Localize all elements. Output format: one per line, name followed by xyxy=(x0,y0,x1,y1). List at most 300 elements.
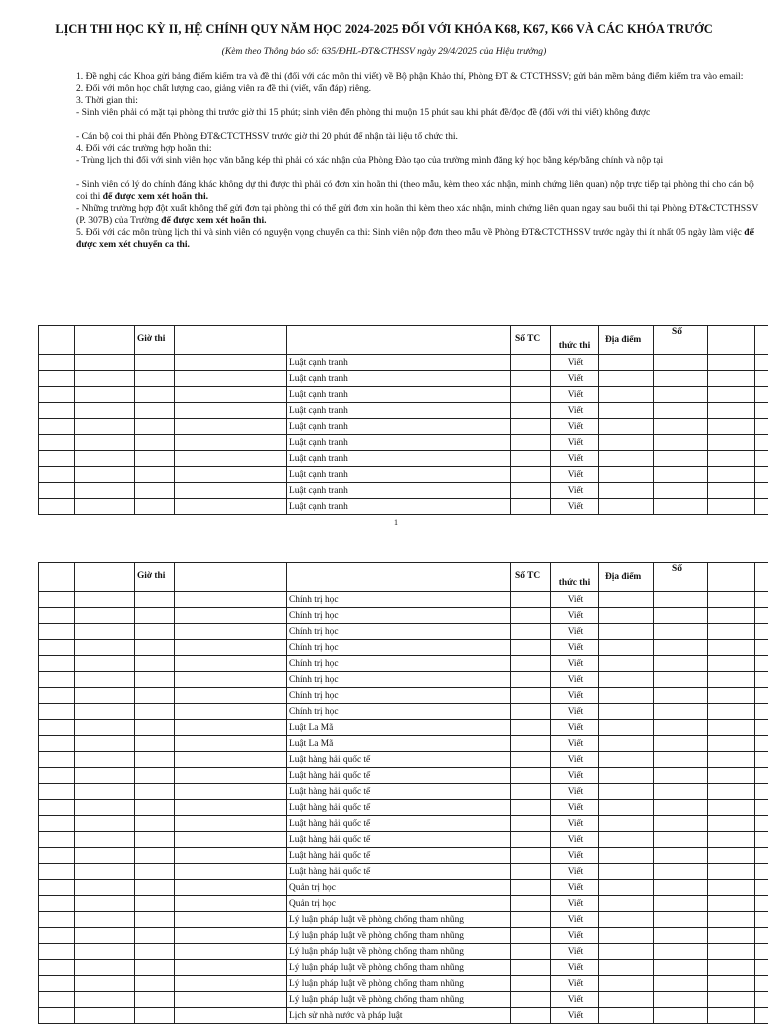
empty-cell xyxy=(654,880,708,896)
empty-cell xyxy=(39,912,75,928)
document-subtitle: (Kèm theo Thông báo số: 635/ĐHL-ĐT&CTHSSV ngày 29/4/2025 của Hiệu trưởng) xyxy=(221,46,547,57)
empty-cell xyxy=(39,483,75,499)
exam-form-cell: Viết xyxy=(551,688,599,704)
empty-cell xyxy=(511,752,551,768)
empty-cell xyxy=(654,848,708,864)
empty-cell xyxy=(599,467,654,483)
empty-cell xyxy=(75,656,135,672)
table-row xyxy=(39,483,768,499)
table-1-body xyxy=(39,326,768,515)
empty-cell xyxy=(175,640,287,656)
empty-cell xyxy=(755,944,768,960)
empty-cell xyxy=(654,960,708,976)
empty-cell xyxy=(599,752,654,768)
subject-cell: Quản trị học xyxy=(287,896,511,912)
empty-cell xyxy=(39,800,75,816)
empty-cell xyxy=(511,403,551,419)
empty-cell xyxy=(175,387,287,403)
empty-cell xyxy=(135,435,175,451)
empty-cell xyxy=(654,944,708,960)
note-2: 2. Đối với môn học chất lượng cao, giảng viên ra đề thi (viết, vấn đáp) riêng. xyxy=(76,83,372,94)
table-row xyxy=(39,768,768,784)
column-header-location: Địa điểm xyxy=(605,335,642,345)
empty-cell xyxy=(511,880,551,896)
empty-cell xyxy=(135,467,175,483)
empty-cell xyxy=(75,896,135,912)
empty-cell xyxy=(511,656,551,672)
exam-schedule-table-2 xyxy=(38,562,768,1024)
header-cell-number xyxy=(654,326,708,355)
document-title: LỊCH THI HỌC KỲ II, HỆ CHÍNH QUY NĂM HỌC 2024-2025 ĐỐI VỚI KHÓA K68, K67, K66 VÀ CÁC KHÓA TRƯỚC xyxy=(55,22,713,36)
empty-cell xyxy=(599,499,654,515)
table-row xyxy=(39,451,768,467)
header-cell-blank xyxy=(175,326,287,355)
empty-cell xyxy=(599,736,654,752)
exam-form-cell: Viết xyxy=(551,960,599,976)
empty-cell xyxy=(654,992,708,1008)
empty-cell xyxy=(135,720,175,736)
empty-cell xyxy=(175,1008,287,1024)
empty-cell xyxy=(175,592,287,608)
empty-cell xyxy=(75,467,135,483)
empty-cell xyxy=(135,624,175,640)
empty-cell xyxy=(135,371,175,387)
subject-cell: Chính trị học xyxy=(287,608,511,624)
empty-cell xyxy=(599,800,654,816)
subject-cell: Lý luận pháp luật về phòng chống tham nhũng xyxy=(287,960,511,976)
empty-cell xyxy=(135,928,175,944)
header-cell-exam-form xyxy=(551,563,599,592)
empty-cell xyxy=(75,800,135,816)
empty-cell xyxy=(708,704,755,720)
empty-cell xyxy=(135,864,175,880)
empty-cell xyxy=(599,483,654,499)
empty-cell xyxy=(39,960,75,976)
empty-cell xyxy=(175,960,287,976)
exam-form-cell: Viết xyxy=(551,467,599,483)
empty-cell xyxy=(135,752,175,768)
table-row xyxy=(39,624,768,640)
empty-cell xyxy=(654,832,708,848)
page-number: 1 xyxy=(394,518,398,527)
table-row xyxy=(39,656,768,672)
empty-cell xyxy=(511,928,551,944)
empty-cell xyxy=(75,992,135,1008)
empty-cell xyxy=(755,928,768,944)
empty-cell xyxy=(175,624,287,640)
empty-cell xyxy=(39,944,75,960)
empty-cell xyxy=(755,784,768,800)
empty-cell xyxy=(39,784,75,800)
empty-cell xyxy=(39,624,75,640)
header-cell-blank xyxy=(39,326,75,355)
empty-cell xyxy=(135,912,175,928)
table-row xyxy=(39,688,768,704)
empty-cell xyxy=(75,736,135,752)
exam-form-cell: Viết xyxy=(551,752,599,768)
empty-cell xyxy=(75,720,135,736)
empty-cell xyxy=(654,816,708,832)
empty-cell xyxy=(39,864,75,880)
empty-cell xyxy=(708,467,755,483)
empty-cell xyxy=(39,752,75,768)
empty-cell xyxy=(755,592,768,608)
empty-cell xyxy=(175,912,287,928)
empty-cell xyxy=(135,499,175,515)
exam-form-cell: Viết xyxy=(551,736,599,752)
table-row xyxy=(39,896,768,912)
subject-cell: Luật hàng hải quốc tế xyxy=(287,864,511,880)
empty-cell xyxy=(175,800,287,816)
empty-cell xyxy=(135,403,175,419)
note-5-text: 5. Đối với các môn trùng lịch thi và sinh viên có nguyện vọng chuyển ca thi: Sinh viên nộp đơn theo mẫu về Phòng ĐT&CTCTHSSV trước ngày thi ít nhất 05 ngày làm việc xyxy=(76,227,745,238)
empty-cell xyxy=(135,704,175,720)
empty-cell xyxy=(654,800,708,816)
subject-cell: Lý luận pháp luật về phòng chống tham nhũng xyxy=(287,944,511,960)
table-row xyxy=(39,592,768,608)
empty-cell xyxy=(599,371,654,387)
empty-cell xyxy=(175,467,287,483)
empty-cell xyxy=(175,656,287,672)
empty-cell xyxy=(135,896,175,912)
empty-cell xyxy=(511,499,551,515)
empty-cell xyxy=(39,768,75,784)
empty-cell xyxy=(75,672,135,688)
empty-cell xyxy=(599,672,654,688)
empty-cell xyxy=(39,736,75,752)
exam-form-cell: Viết xyxy=(551,864,599,880)
exam-form-cell: Viết xyxy=(551,624,599,640)
empty-cell xyxy=(511,864,551,880)
empty-cell xyxy=(135,387,175,403)
subject-cell: Luật cạnh tranh xyxy=(287,403,511,419)
table-row xyxy=(39,992,768,1008)
note-1: 1. Đề nghị các Khoa gửi bảng điểm kiểm tra và đề thi (đối với các môn thi viết) về Bộ phận Khảo thí, Phòng ĐT & CTCTHSSV; gửi bản mềm bảng điểm kiểm tra vào email: xyxy=(76,71,744,82)
empty-cell xyxy=(654,704,708,720)
empty-cell xyxy=(135,640,175,656)
subject-cell: Luật hàng hải quốc tế xyxy=(287,768,511,784)
note-4a: - Trùng lịch thi đối với sinh viên học văn bằng kép thì phải có xác nhận của Phòng Đào tạo của trường mình đăng ký học bằng kép/bằng chính và nộp tại xyxy=(76,155,664,166)
table-row xyxy=(39,355,768,371)
empty-cell xyxy=(511,371,551,387)
empty-cell xyxy=(511,912,551,928)
exam-form-cell: Viết xyxy=(551,704,599,720)
empty-cell xyxy=(39,1008,75,1024)
exam-form-cell: Viết xyxy=(551,672,599,688)
table-row xyxy=(39,752,768,768)
empty-cell xyxy=(708,640,755,656)
empty-cell xyxy=(511,640,551,656)
header-cell-blank xyxy=(287,563,511,592)
table-row xyxy=(39,784,768,800)
empty-cell xyxy=(708,928,755,944)
empty-cell xyxy=(175,720,287,736)
table-row xyxy=(39,387,768,403)
empty-cell xyxy=(755,435,768,451)
empty-cell xyxy=(708,387,755,403)
empty-cell xyxy=(599,816,654,832)
subject-cell: Luật cạnh tranh xyxy=(287,467,511,483)
empty-cell xyxy=(708,848,755,864)
table-row xyxy=(39,704,768,720)
empty-cell xyxy=(135,960,175,976)
subject-cell: Luật cạnh tranh xyxy=(287,483,511,499)
empty-cell xyxy=(511,592,551,608)
empty-cell xyxy=(654,736,708,752)
empty-cell xyxy=(511,736,551,752)
empty-cell xyxy=(511,768,551,784)
empty-cell xyxy=(654,656,708,672)
empty-cell xyxy=(654,928,708,944)
empty-cell xyxy=(135,355,175,371)
empty-cell xyxy=(135,483,175,499)
empty-cell xyxy=(755,816,768,832)
empty-cell xyxy=(755,752,768,768)
empty-cell xyxy=(175,499,287,515)
exam-form-cell: Viết xyxy=(551,656,599,672)
empty-cell xyxy=(755,704,768,720)
empty-cell xyxy=(599,403,654,419)
empty-cell xyxy=(175,976,287,992)
empty-cell xyxy=(175,435,287,451)
empty-cell xyxy=(599,896,654,912)
header-cell-exam-time xyxy=(135,563,175,592)
subject-cell: Chính trị học xyxy=(287,656,511,672)
subject-cell: Luật La Mã xyxy=(287,720,511,736)
empty-cell xyxy=(654,592,708,608)
empty-cell xyxy=(75,419,135,435)
empty-cell xyxy=(755,736,768,752)
empty-cell xyxy=(708,880,755,896)
header-cell-blank xyxy=(755,326,768,355)
empty-cell xyxy=(755,355,768,371)
subject-cell: Luật hàng hải quốc tế xyxy=(287,816,511,832)
empty-cell xyxy=(708,355,755,371)
column-header-number: Số xyxy=(672,564,682,574)
empty-cell xyxy=(135,608,175,624)
subject-cell: Chính trị học xyxy=(287,704,511,720)
empty-cell xyxy=(75,816,135,832)
empty-cell xyxy=(175,784,287,800)
empty-cell xyxy=(175,688,287,704)
empty-cell xyxy=(511,435,551,451)
subject-cell: Luật cạnh tranh xyxy=(287,387,511,403)
subject-cell: Luật cạnh tranh xyxy=(287,419,511,435)
table-row xyxy=(39,1008,768,1024)
note-4c-emphasis: để được xem xét hoãn thi. xyxy=(161,215,267,226)
exam-form-cell: Viết xyxy=(551,608,599,624)
exam-form-cell: Viết xyxy=(551,387,599,403)
table-row xyxy=(39,928,768,944)
header-cell-location xyxy=(599,326,654,355)
empty-cell xyxy=(39,499,75,515)
empty-cell xyxy=(755,880,768,896)
exam-form-cell: Viết xyxy=(551,419,599,435)
empty-cell xyxy=(511,944,551,960)
header-cell-blank xyxy=(287,326,511,355)
subject-cell: Lý luận pháp luật về phòng chống tham nhũng xyxy=(287,928,511,944)
exam-form-cell: Viết xyxy=(551,371,599,387)
empty-cell xyxy=(511,608,551,624)
empty-cell xyxy=(39,419,75,435)
header-cell-blank xyxy=(39,563,75,592)
empty-cell xyxy=(511,960,551,976)
table-row xyxy=(39,499,768,515)
empty-cell xyxy=(708,435,755,451)
empty-cell xyxy=(599,976,654,992)
subject-cell: Lý luận pháp luật về phòng chống tham nhũng xyxy=(287,992,511,1008)
note-4b xyxy=(76,179,760,203)
column-header-credits: Số TC xyxy=(515,334,541,344)
header-cell-blank xyxy=(75,563,135,592)
empty-cell xyxy=(75,912,135,928)
empty-cell xyxy=(135,592,175,608)
header-row xyxy=(39,563,768,592)
empty-cell xyxy=(599,1008,654,1024)
empty-cell xyxy=(511,419,551,435)
empty-cell xyxy=(511,467,551,483)
notes-section xyxy=(76,71,760,251)
header-cell-location xyxy=(599,563,654,592)
empty-cell xyxy=(599,355,654,371)
empty-cell xyxy=(708,672,755,688)
empty-cell xyxy=(135,419,175,435)
empty-cell xyxy=(39,816,75,832)
empty-cell xyxy=(511,672,551,688)
table-row xyxy=(39,419,768,435)
empty-cell xyxy=(75,752,135,768)
header-cell-blank xyxy=(75,326,135,355)
empty-cell xyxy=(708,371,755,387)
empty-cell xyxy=(75,880,135,896)
subject-cell: Lý luận pháp luật về phòng chống tham nhũng xyxy=(287,976,511,992)
empty-cell xyxy=(39,896,75,912)
empty-cell xyxy=(511,355,551,371)
empty-cell xyxy=(175,608,287,624)
table-row xyxy=(39,816,768,832)
empty-cell xyxy=(175,944,287,960)
empty-cell xyxy=(175,371,287,387)
exam-form-cell: Viết xyxy=(551,816,599,832)
empty-cell xyxy=(755,976,768,992)
empty-cell xyxy=(708,608,755,624)
empty-cell xyxy=(75,592,135,608)
empty-cell xyxy=(599,960,654,976)
empty-cell xyxy=(75,704,135,720)
exam-form-cell: Viết xyxy=(551,640,599,656)
empty-cell xyxy=(135,784,175,800)
subject-cell: Chính trị học xyxy=(287,672,511,688)
exam-form-cell: Viết xyxy=(551,944,599,960)
empty-cell xyxy=(135,800,175,816)
table-row xyxy=(39,403,768,419)
empty-cell xyxy=(755,483,768,499)
table-row xyxy=(39,435,768,451)
empty-cell xyxy=(755,656,768,672)
empty-cell xyxy=(755,864,768,880)
table-row xyxy=(39,976,768,992)
empty-cell xyxy=(755,832,768,848)
empty-cell xyxy=(755,387,768,403)
subject-cell: Luật cạnh tranh xyxy=(287,435,511,451)
empty-cell xyxy=(135,672,175,688)
empty-cell xyxy=(511,784,551,800)
subject-cell: Lịch sử nhà nước và pháp luật xyxy=(287,1008,511,1024)
empty-cell xyxy=(708,768,755,784)
exam-form-cell: Viết xyxy=(551,800,599,816)
empty-cell xyxy=(39,928,75,944)
empty-cell xyxy=(175,816,287,832)
empty-cell xyxy=(708,720,755,736)
empty-cell xyxy=(654,1008,708,1024)
empty-cell xyxy=(654,672,708,688)
empty-cell xyxy=(39,435,75,451)
empty-cell xyxy=(39,720,75,736)
empty-cell xyxy=(708,451,755,467)
empty-cell xyxy=(755,624,768,640)
empty-cell xyxy=(135,944,175,960)
empty-cell xyxy=(755,467,768,483)
exam-form-cell: Viết xyxy=(551,848,599,864)
empty-cell xyxy=(175,880,287,896)
empty-cell xyxy=(708,736,755,752)
empty-cell xyxy=(39,848,75,864)
empty-cell xyxy=(75,768,135,784)
empty-cell xyxy=(175,864,287,880)
empty-cell xyxy=(175,483,287,499)
empty-cell xyxy=(654,720,708,736)
subject-cell: Luật cạnh tranh xyxy=(287,371,511,387)
empty-cell xyxy=(654,640,708,656)
empty-cell xyxy=(75,387,135,403)
table-row xyxy=(39,800,768,816)
empty-cell xyxy=(654,752,708,768)
empty-cell xyxy=(39,832,75,848)
empty-cell xyxy=(654,896,708,912)
empty-cell xyxy=(755,1008,768,1024)
header-row xyxy=(39,326,768,355)
empty-cell xyxy=(599,451,654,467)
empty-cell xyxy=(175,355,287,371)
empty-cell xyxy=(654,976,708,992)
empty-cell xyxy=(599,435,654,451)
empty-cell xyxy=(654,784,708,800)
empty-cell xyxy=(175,451,287,467)
exam-form-cell: Viết xyxy=(551,720,599,736)
header-cell-credits xyxy=(511,563,551,592)
empty-cell xyxy=(708,688,755,704)
exam-form-cell: Viết xyxy=(551,1008,599,1024)
exam-form-cell: Viết xyxy=(551,451,599,467)
empty-cell xyxy=(708,499,755,515)
empty-cell xyxy=(599,608,654,624)
empty-cell xyxy=(39,451,75,467)
empty-cell xyxy=(135,656,175,672)
note-4b-text: - Sinh viên có lý do chính đáng khác không dự thi được thì phải có đơn xin hoãn thi (theo mẫu, kèm theo xác nhận, minh chứng liên quan) nộp trực tiếp tại phòng thi cho cán bộ coi thi xyxy=(76,179,754,202)
empty-cell xyxy=(755,992,768,1008)
note-5-emphasis: để được xem xét chuyển ca thi. xyxy=(76,227,754,250)
header-cell-blank xyxy=(755,563,768,592)
empty-cell xyxy=(708,896,755,912)
empty-cell xyxy=(654,371,708,387)
subject-cell: Luật cạnh tranh xyxy=(287,499,511,515)
note-3a: - Sinh viên phải có mặt tại phòng thi trước giờ thi 15 phút; sinh viên đến phòng thi muộn 15 phút sau khi phát đề/đọc đề (đối với thi viết) không được xyxy=(76,107,651,118)
table-row xyxy=(39,640,768,656)
empty-cell xyxy=(755,768,768,784)
empty-cell xyxy=(39,976,75,992)
empty-cell xyxy=(755,451,768,467)
empty-cell xyxy=(708,592,755,608)
